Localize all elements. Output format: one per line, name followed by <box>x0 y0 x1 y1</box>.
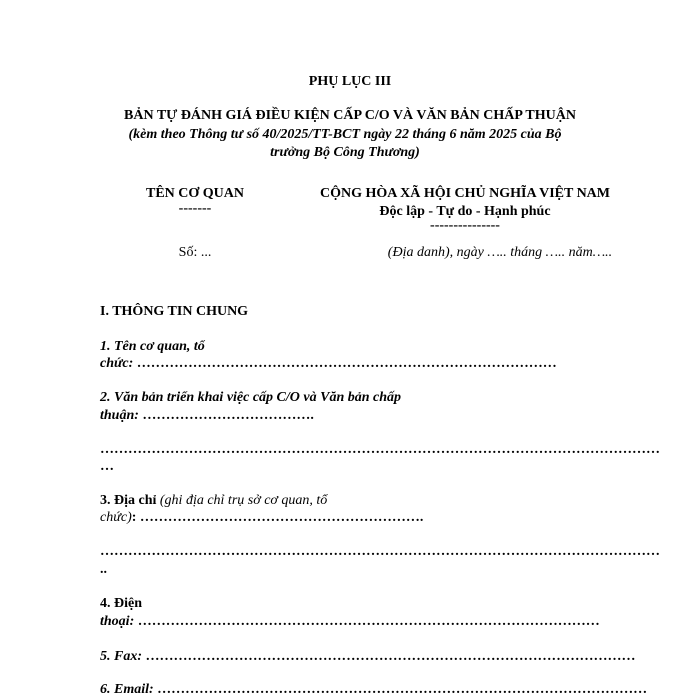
organization-name: TÊN CƠ QUAN <box>145 186 244 201</box>
field-address-extra-tail: .. <box>100 562 107 577</box>
field-address-dots: : ……………………………………………………. <box>131 510 424 525</box>
document-subtitle: (kèm theo Thông tư số 40/2025/TT-BCT ngày 22 tháng 6 năm 2025 của Bộ trưởng Bộ Công Thương) <box>128 127 562 160</box>
field-fax-dots: …………………………………………………………………………………………… <box>142 649 636 664</box>
field-document-dots: ………………………………. <box>138 408 314 423</box>
field-document-label: 2. Văn bản triển khai việc cấp C/O và Văn bản chấp <box>100 390 402 405</box>
motto-underline: --------------- <box>430 218 500 233</box>
field-org-name-line <box>100 356 557 372</box>
field-fax-line <box>100 649 636 665</box>
field-document-label-cont: thuận: <box>100 408 139 423</box>
field-address-note-cont: chức) <box>100 510 132 525</box>
section-heading-general-info: I. THÔNG TIN CHUNG <box>100 304 249 319</box>
field-document-extra-tail: … <box>100 459 114 474</box>
field-email-label: 6. Email: <box>100 682 154 697</box>
appendix-heading: PHỤ LỤC III <box>308 74 392 89</box>
field-document-line <box>100 408 314 424</box>
field-org-name-label: 1. Tên cơ quan, tổ <box>100 339 205 354</box>
field-address-label: 3. Địa chỉ <box>100 493 157 508</box>
field-address-extra-dots: ………………………………………………………………………………………………………… <box>100 544 660 559</box>
national-title: CỘNG HÒA XÃ HỘI CHỦ NGHĨA VIỆT NAM <box>319 186 610 201</box>
field-address-line <box>100 510 423 526</box>
field-phone-label: 4. Điện <box>100 596 142 611</box>
field-email-dots: …………………………………………………………………………………………… <box>153 682 648 697</box>
organization-underline: ------- <box>178 201 212 216</box>
national-motto: Độc lập - Tự do - Hạnh phúc <box>379 204 551 219</box>
field-fax-label: 5. Fax: <box>100 649 142 664</box>
document-title: BẢN TỰ ĐÁNH GIÁ ĐIỀU KIỆN CẤP C/O VÀ VĂN BẢN CHẤP THUẬN <box>124 108 576 123</box>
field-address-label-line <box>100 493 327 509</box>
field-org-name-label-cont: chức: <box>100 356 134 371</box>
document-number: Số: ... <box>178 245 212 260</box>
field-phone-dots: ……………………………………………………………………………………… <box>134 614 600 629</box>
field-document-extra-dots: ………………………………………………………………………………………………………… <box>100 442 660 457</box>
field-phone-line <box>100 614 600 630</box>
field-org-name-dots: ……………………………………………………………………………… <box>133 356 557 371</box>
field-email-line <box>100 682 647 698</box>
field-phone-label-cont: thoại: <box>100 614 135 629</box>
field-address-note: (ghi địa chỉ trụ sở cơ quan, tổ <box>156 493 328 508</box>
place-date-line: (Địa danh), ngày ….. tháng ….. năm….. <box>387 245 613 260</box>
